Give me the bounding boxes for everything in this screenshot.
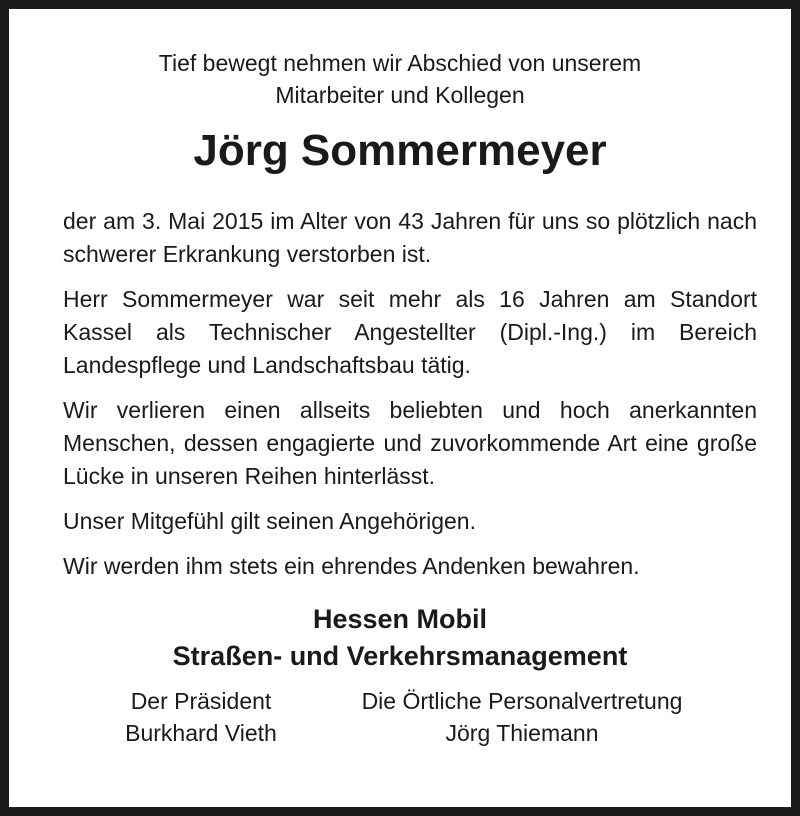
signatory-staff-council [327, 685, 717, 749]
signatory-name: Burkhard Vieth [125, 720, 277, 746]
org-line: Straßen- und Verkehrsmanagement [172, 641, 628, 671]
intro-text [9, 47, 791, 111]
organization-name [9, 601, 791, 675]
signatory-role: Der Präsident [130, 688, 272, 714]
org-line: Hessen Mobil [312, 604, 488, 634]
body-paragraph: Herr Sommermeyer war seit mehr als 16 Jahren am Standort Kassel als Technischer Angestellter (Dipl.-Ing.) im Bereich Landespflege und Landschaftsbau tätig. [63, 286, 757, 378]
body-paragraph: der am 3. Mai 2015 im Alter von 43 Jahren für uns so plötzlich nach schwerer Erkrankung verstorben ist. [63, 208, 757, 267]
deceased-name: Jörg Sommermeyer [193, 126, 607, 175]
signatory-president [103, 685, 299, 749]
body-paragraph: Wir werden ihm stets ein ehrendes Andenken bewahren. [63, 553, 640, 579]
body-paragraph: Wir verlieren einen allseits beliebten und hoch anerkannten Menschen, dessen engagierte und zuvorkommende Art eine große Lücke in unseren Reihen hinterlässt. [63, 397, 757, 489]
signatory-role: Die Örtliche Personalvertretung [361, 688, 683, 714]
intro-line: Tief bewegt nehmen wir Abschied von unserem [158, 50, 642, 76]
signatory-name: Jörg Thiemann [445, 720, 599, 746]
body-paragraph: Unser Mitgefühl gilt seinen Angehörigen. [63, 508, 476, 534]
intro-line: Mitarbeiter und Kollegen [275, 82, 525, 108]
notice-body [63, 205, 757, 595]
